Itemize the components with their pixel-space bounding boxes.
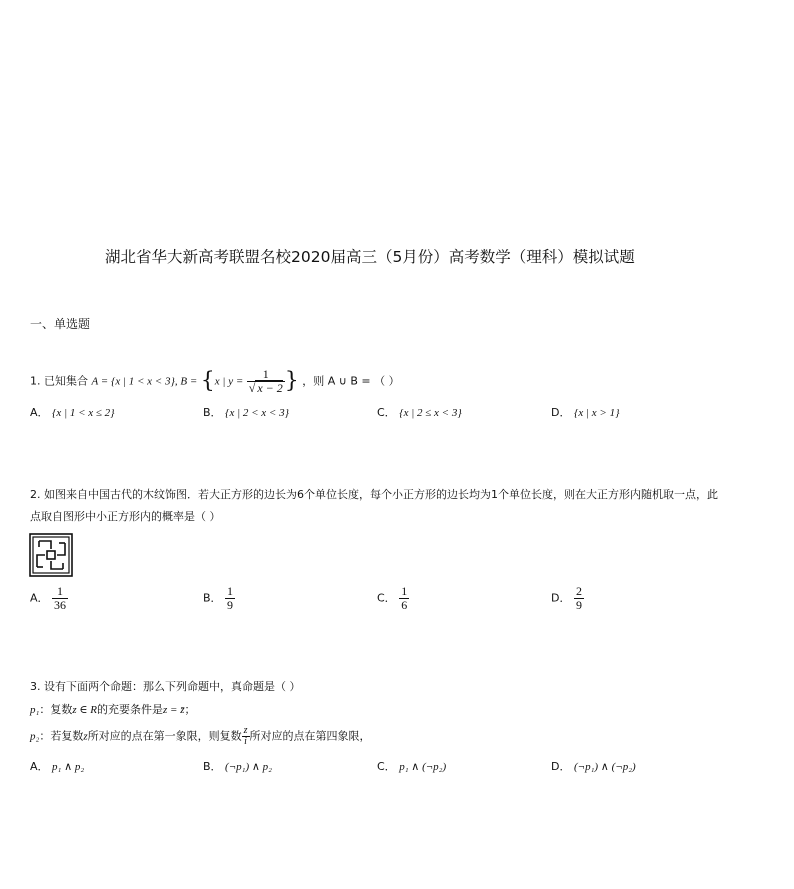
q1-option-a: A． {x | 1 < x ≤ 2}	[30, 406, 115, 419]
q1-fraction-numerator: 1	[247, 368, 285, 382]
q1-option-d: D． {x | x > 1}	[551, 406, 620, 419]
proposition-p2: p₂：若复数z所对应的点在第一象限，则复数 $\frac{z}{i}$ 所对应的点在第四象限，	[30, 725, 371, 747]
p1-label: p₁	[30, 704, 40, 716]
p2-label: p₂	[30, 730, 40, 743]
q1-suffix: ，则 A ∪ B = （ ）	[302, 374, 400, 388]
q1-set-a: A = {x | 1 < x < 3}, B =	[91, 375, 198, 388]
q3-option-a: A． p₁ ∧ p₂	[30, 760, 85, 773]
p2-fraction: $\frac{z}{i}$	[243, 725, 248, 747]
q3-option-c: C． p₁ ∧ (¬p₂)	[377, 760, 447, 773]
q3-option-b: B． (¬p₁) ∧ p₂	[203, 760, 272, 773]
q2-option-d: D． $\frac{2}{9}$	[551, 584, 582, 612]
right-brace-icon: }	[284, 368, 299, 394]
q1-option-c: C． {x | 2 ≤ x < 3}	[377, 406, 462, 419]
q3-option-d: D． (¬p₁) ∧ (¬p₂)	[551, 760, 636, 773]
section-heading: 一、单选题	[30, 317, 91, 331]
q2-option-b: B． $\frac{1}{9}$	[203, 584, 234, 612]
document-title: 湖北省华大新高考联盟名校2020届高三（5月份）高考数学（理科）模拟试题	[105, 248, 635, 266]
q1-set-b-fraction	[247, 368, 285, 395]
question-3-stem: 3. 设有下面两个命题：那么下列命题中，真命题是（ ）	[30, 680, 301, 693]
q2-option-c: C． $\frac{1}{6}$	[377, 584, 408, 612]
q1-set-b-left: x | y =	[214, 375, 244, 388]
q1-prefix: 1. 已知集合	[30, 374, 88, 388]
proposition-p1: p₁：复数z ∈ R的充要条件是z = z̄；	[30, 703, 196, 716]
wood-lattice-figure	[29, 533, 73, 577]
q2-option-a: A． $\frac{1}{36}$	[30, 584, 67, 612]
question-2-line-2: 点取自图形中小正方形内的概率是（ ）	[30, 510, 221, 523]
q1-fraction-denominator: √ x − 2	[248, 381, 283, 395]
left-brace-icon: {	[200, 368, 215, 394]
q1-option-b: B． {x | 2 < x < 3}	[203, 406, 289, 419]
question-2-line-1: 2. 如图来自中国古代的木纹饰图．若大正方形的边长为6个单位长度，每个小正方形的边长均为1个单位长度，则在大正方形内随机取一点，此	[30, 488, 718, 501]
question-1-stem	[30, 368, 400, 395]
